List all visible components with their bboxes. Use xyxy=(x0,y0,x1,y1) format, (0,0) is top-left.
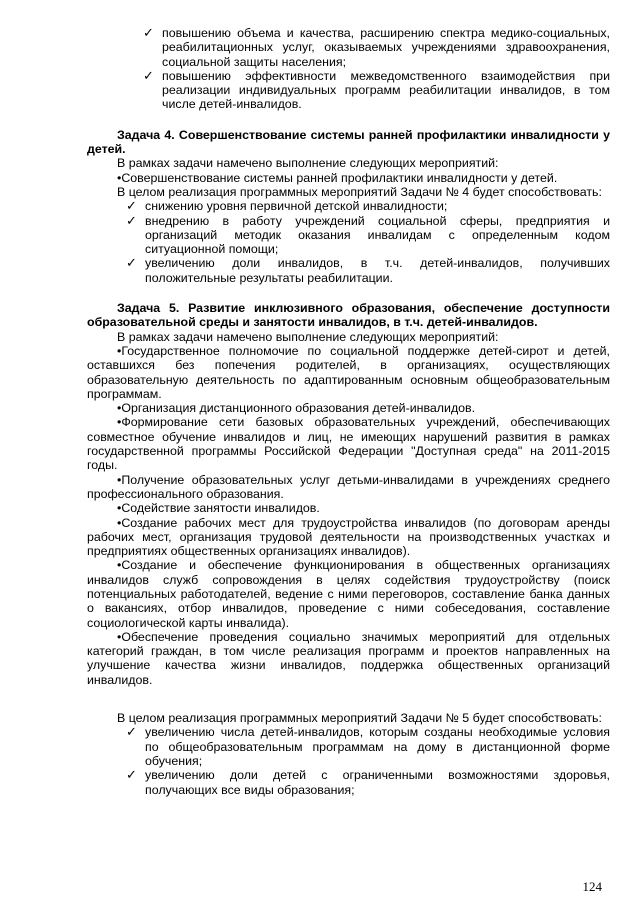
task-5-intro: В рамках задачи намечено выполнение следующих мероприятий: xyxy=(117,329,499,344)
task-4-bullet: •Совершенствование системы ранней профилактики инвалидности у детей. xyxy=(117,170,558,185)
list-item: ✓ снижению уровня первичной детской инвалидности; xyxy=(126,198,448,214)
task-4-results xyxy=(87,199,610,285)
task-5-bullet: •Формирование сети базовых образовательных учреждений, обеспечивающих совместное обучение инвалидов и лиц, не имеющих нарушений развития в рамках государственной программы Российской Федерации "Доступная среда" на 2011-2015 годы. xyxy=(87,415,610,473)
list-item: ✓ повышению объема и качества, расширению спектра медико-социальных, реабилитационных услуг, оказываемых учреждениями здравоохранения, социальной защиты населения; xyxy=(143,25,610,69)
list-item: ✓ увеличению доли детей с ограниченными возможностями здоровья, получающих все виды образования; xyxy=(126,767,610,797)
task-5-bullet: •Организация дистанционного образования детей-инвалидов. xyxy=(117,401,476,416)
task-4-heading: Задача 4. Совершенствование системы ранней профилактики инвалидности у детей. xyxy=(87,127,610,157)
check-mark-icon: ✓ xyxy=(143,67,154,83)
task-5-bullet: •Создание и обеспечение функционирования в общественных организациях инвалидов служб сопровождения в целях содействия трудоустройству (поиск потенциальных работодателей, ведение с ними переговоров, составление банка данных о вакансиях, отбор инвалидов, проведение с ними собеседования, составление социологической карты инвалида). xyxy=(87,558,610,630)
check-mark-icon: ✓ xyxy=(126,767,137,783)
check-mark-icon: ✓ xyxy=(126,255,137,271)
task-5-heading: Задача 5. Развитие инклюзивного образования, обеспечение доступности образовательной среды и занятости инвалидов, в т.ч. детей-инвалидов. xyxy=(87,301,610,330)
top-check-list xyxy=(87,26,610,112)
task-5-bullet: •Государственное полномочие по социальной поддержке детей-сирот и детей, оставшихся без попечения родителей, в организациях, осуществляющих образовательную деятельность по адаптированным основным общеобразовательным программам. xyxy=(87,343,610,401)
list-item: ✓ внедрению в работу учреждений социальной сферы, предприятия и организаций методик оказания инвалидам с определенным кодом ситуационной помощи; xyxy=(126,212,610,257)
list-item: ✓ увеличению числа детей-инвалидов, которым созданы необходимые условия по общеобразовательным программам на дому в дистанционной форме обучения; xyxy=(126,724,610,768)
check-mark-icon: ✓ xyxy=(126,724,137,740)
task-5-bullet: •Содействие занятости инвалидов. xyxy=(117,501,320,516)
task-5-bullet: •Получение образовательных услуг детьми-инвалидами в учреждениях среднего профессионального образования. xyxy=(87,472,610,501)
task-4-intro: В рамках задачи намечено выполнение следующих мероприятий: xyxy=(117,156,499,171)
check-mark-icon: ✓ xyxy=(143,25,154,40)
task-4-result-intro: В целом реализация программных мероприятий Задачи № 4 будет способствовать: xyxy=(117,184,602,199)
page-number: 124 xyxy=(582,879,602,894)
task-5-bullet: •Обеспечение проведения социально значимых мероприятий для отдельных категорий граждан, в том числе реализация программ и проектов направленных на улучшение качества жизни инвалидов, поддержка общественных организаций инвалидов. xyxy=(87,629,610,687)
check-mark-icon: ✓ xyxy=(126,198,137,214)
check-mark-icon: ✓ xyxy=(126,212,137,228)
list-item: ✓ повышению эффективности межведомственного взаимодействия при реализации индивидуальных программ реабилитации инвалидов, в том числе детей-инвалидов. xyxy=(143,67,610,112)
list-item: ✓ увеличению доли инвалидов, в т.ч. детей-инвалидов, получивших положительные результаты реабилитации. xyxy=(126,255,610,285)
task-5-results xyxy=(87,725,610,796)
task-5-bullet: •Создание рабочих мест для трудоустройства инвалидов (по договорам аренды рабочих мест, организация трудовой деятельности на производственных участках и предприятиях общественных организациях инвалидов). xyxy=(87,515,610,559)
task-5-result-intro: В целом реализация программных мероприятий Задачи № 5 будет способствовать: xyxy=(117,711,602,726)
